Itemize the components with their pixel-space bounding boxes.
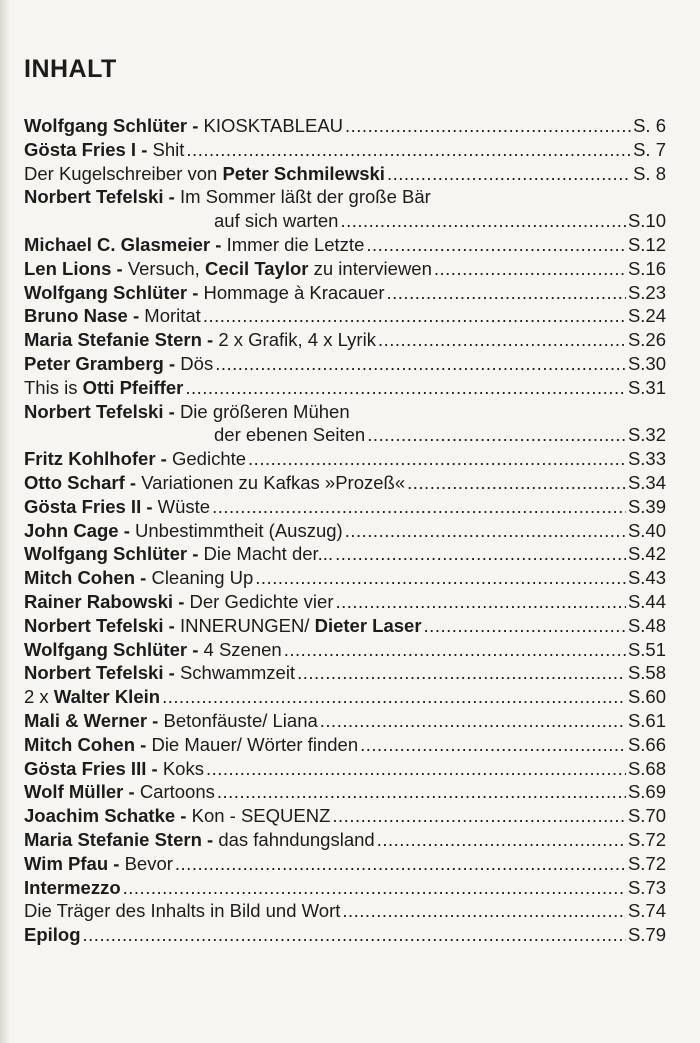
dot-leader bbox=[340, 209, 626, 233]
toc-entry-bold-text: - bbox=[141, 495, 158, 517]
toc-entry-bold-text: Wolfgang Schlüter bbox=[24, 638, 188, 660]
toc-entry-bold-text: Wolfgang Schlüter bbox=[24, 281, 188, 303]
toc-entry-bold-text: Dieter Laser bbox=[314, 614, 422, 636]
toc-entry bbox=[24, 185, 666, 233]
toc-entry-bold-text: Norbert Tefelski bbox=[24, 614, 164, 636]
toc-entry-bold-text: Fritz Kohlhofer bbox=[24, 448, 156, 470]
toc-entry bbox=[24, 233, 666, 257]
toc-entry bbox=[24, 733, 666, 757]
dot-leader bbox=[123, 876, 626, 900]
page-number: S.44 bbox=[627, 590, 666, 612]
page-number: S.31 bbox=[627, 376, 666, 398]
toc-entry-bold-text: Wolfgang Schlüter bbox=[24, 115, 188, 136]
toc-entry-text: Cleaning Up bbox=[151, 567, 254, 589]
toc-entry-title bbox=[24, 638, 282, 662]
toc-entry-bold-text: Otto Scharf bbox=[24, 471, 125, 493]
toc-entry-title bbox=[24, 376, 183, 400]
toc-entry-text: Gedichte bbox=[172, 448, 247, 470]
toc-entry-title bbox=[24, 876, 121, 900]
toc-entry-bold-text: Len Lions bbox=[24, 257, 112, 279]
toc-entry-text: INNERUNGEN/ bbox=[179, 614, 315, 636]
toc-entry bbox=[24, 638, 666, 662]
toc-entry-bold-text: Peter Schmilewski bbox=[222, 162, 385, 184]
toc-entry-title bbox=[24, 519, 343, 543]
toc-entry-text: Bevor bbox=[124, 852, 173, 874]
toc-entry bbox=[24, 447, 666, 471]
dot-leader bbox=[434, 257, 626, 281]
dot-leader bbox=[377, 828, 626, 852]
toc-entry-text: Die Mauer/ Wörter finden bbox=[151, 733, 359, 755]
toc-entry-bold-text: Intermezzo bbox=[24, 876, 121, 898]
toc-entry bbox=[24, 400, 666, 448]
toc-entry-title bbox=[24, 899, 340, 923]
dot-leader bbox=[335, 542, 626, 566]
toc-entry-title bbox=[24, 828, 375, 852]
page-number: S.61 bbox=[627, 709, 666, 731]
toc-entry-bold-text: Maria Stefanie Stern bbox=[24, 329, 202, 351]
dot-leader bbox=[255, 566, 626, 590]
dot-leader bbox=[345, 519, 626, 543]
page-number: S.33 bbox=[627, 448, 666, 470]
toc-entry-bold-text: Otti Pfeiffer bbox=[82, 376, 184, 398]
toc-entry bbox=[24, 376, 666, 400]
toc-entry-text: Im Sommer läßt der große Bär bbox=[179, 186, 431, 208]
page-number: S. 6 bbox=[633, 115, 666, 136]
page-number: S.79 bbox=[627, 924, 666, 946]
toc-entry-bold-text: Mali & Werner bbox=[24, 709, 148, 731]
page-number: S.10 bbox=[627, 210, 666, 232]
page-number: S.16 bbox=[627, 257, 666, 279]
toc-entry-text: Kon - SEQUENZ bbox=[191, 805, 331, 827]
toc-entry bbox=[24, 852, 666, 876]
toc-entry-bold-text: - bbox=[210, 233, 227, 255]
dot-leader bbox=[345, 114, 631, 138]
toc-entry bbox=[24, 304, 666, 328]
toc-entry-text: Shit bbox=[152, 138, 185, 160]
toc-entry-first-line bbox=[24, 400, 666, 424]
toc-entry-bold-text: John Cage bbox=[24, 519, 119, 541]
toc-entry bbox=[24, 162, 666, 186]
page-number: S.51 bbox=[627, 638, 666, 660]
toc-entry-bold-text: Norbert Tefelski bbox=[24, 400, 164, 422]
toc-entry bbox=[24, 542, 666, 566]
toc-entry-bold-text: - bbox=[135, 567, 152, 589]
toc-entry-title bbox=[24, 923, 81, 947]
toc-entry-second-line bbox=[24, 423, 666, 447]
toc-entry-second-line bbox=[24, 209, 666, 233]
dot-leader bbox=[203, 304, 626, 328]
toc-entry bbox=[24, 828, 666, 852]
toc-entry-bold-text: Norbert Tefelski bbox=[24, 186, 164, 208]
toc-entry bbox=[24, 138, 666, 162]
toc-entry-bold-text: Epilog bbox=[24, 924, 81, 946]
toc-entry-text: KIOSKTABLEAU bbox=[203, 115, 344, 136]
toc-entry-bold-text: Mitch Cohen bbox=[24, 733, 135, 755]
toc-entry-bold-text: Wim Pfau bbox=[24, 852, 109, 874]
table-of-contents-page bbox=[24, 52, 666, 947]
toc-entry-bold-text: Norbert Tefelski bbox=[24, 662, 164, 684]
toc-entry-bold-text: Gösta Fries II bbox=[24, 495, 142, 517]
toc-entry-title bbox=[24, 352, 213, 376]
page-number: S.74 bbox=[627, 900, 666, 922]
dot-leader bbox=[175, 852, 626, 876]
toc-entry-bold-text: Bruno Nase bbox=[24, 305, 128, 327]
toc-entry bbox=[24, 352, 666, 376]
toc-entry-text: Die Macht der... bbox=[203, 543, 334, 565]
toc-entry-title bbox=[24, 162, 385, 186]
toc-entry bbox=[24, 590, 666, 614]
toc-entry-text: zu interviewen bbox=[308, 257, 432, 279]
toc-entry-bold-text: - bbox=[187, 638, 204, 660]
toc-entry-text: der ebenen Seiten bbox=[214, 424, 366, 446]
toc-entry-title bbox=[24, 233, 364, 257]
toc-entry-text: Unbestimmtheit (Auszug) bbox=[135, 519, 343, 541]
toc-entry-bold-text: Michael C. Glasmeier bbox=[24, 233, 211, 255]
toc-entry-bold-text: - bbox=[187, 115, 204, 136]
toc-entry-text: 4 Szenen bbox=[203, 638, 282, 660]
toc-entry-title bbox=[24, 542, 333, 566]
dot-leader bbox=[186, 138, 631, 162]
toc-entry-title bbox=[24, 495, 210, 519]
toc-entry-bold-text: - bbox=[175, 805, 192, 827]
toc-entry-bold-text: Peter Gramberg bbox=[24, 352, 164, 374]
toc-entry-bold-text: - bbox=[111, 257, 128, 279]
dot-leader bbox=[332, 804, 626, 828]
toc-entry-title bbox=[24, 685, 160, 709]
toc-entry bbox=[24, 281, 666, 305]
toc-entry-title bbox=[24, 328, 376, 352]
dot-leader bbox=[387, 162, 631, 186]
page-number: S.24 bbox=[627, 305, 666, 327]
toc-entry-bold-text: - bbox=[135, 733, 152, 755]
toc-entry bbox=[24, 114, 666, 138]
toc-entry bbox=[24, 899, 666, 923]
page-number: S. 8 bbox=[633, 162, 666, 184]
page-number: S.48 bbox=[627, 614, 666, 636]
toc-entry-text: Variationen zu Kafkas »Prozeß« bbox=[141, 471, 406, 493]
toc-entry-text: Dös bbox=[180, 352, 214, 374]
toc-entry-title bbox=[24, 304, 201, 328]
toc-entry-text: Cartoons bbox=[139, 781, 215, 803]
toc-entry-bold-text: Mitch Cohen bbox=[24, 567, 135, 589]
toc-entry bbox=[24, 685, 666, 709]
toc-entry bbox=[24, 780, 666, 804]
toc-entry-text: Schwammzeit bbox=[179, 662, 296, 684]
toc-entry bbox=[24, 257, 666, 281]
toc-entry-title bbox=[24, 757, 204, 781]
page-edge-shadow bbox=[0, 0, 10, 1043]
toc-entry-text: Hommage à Kracauer bbox=[203, 281, 385, 303]
toc-entry-bold-text: - bbox=[124, 471, 142, 493]
toc-entry-text: Versuch, bbox=[127, 257, 205, 279]
toc-entry-bold-text: Joachim Schatke bbox=[24, 805, 176, 827]
dot-leader bbox=[162, 685, 626, 709]
page-number: S.72 bbox=[627, 828, 666, 850]
page-number: S.40 bbox=[627, 519, 666, 541]
toc-entry-bold-text: Gösta Fries I bbox=[24, 138, 137, 160]
toc-entry-bold-text: - bbox=[118, 519, 136, 541]
toc-entry bbox=[24, 519, 666, 543]
toc-entry-bold-text: Cecil Taylor bbox=[204, 257, 309, 279]
dot-leader bbox=[83, 923, 626, 947]
toc-entry-title bbox=[24, 780, 215, 804]
toc-entry-title bbox=[24, 804, 330, 828]
toc-entry bbox=[24, 876, 666, 900]
dot-leader bbox=[185, 376, 626, 400]
toc-entry-text: Der Gedichte vier bbox=[189, 590, 334, 612]
page-number: S.66 bbox=[627, 733, 666, 755]
toc-entry-text: auf sich warten bbox=[214, 210, 339, 232]
page-number: S.60 bbox=[627, 686, 666, 708]
toc-entry-title bbox=[24, 138, 184, 162]
dot-leader bbox=[217, 780, 626, 804]
toc-entry-title bbox=[24, 566, 253, 590]
toc-entry-first-line bbox=[24, 185, 666, 209]
toc-entry-text: Betonfäuste/ Liana bbox=[163, 709, 318, 731]
toc-entry-text: This is bbox=[24, 376, 83, 398]
dot-leader bbox=[248, 447, 626, 471]
page-number: S.68 bbox=[627, 757, 666, 779]
dot-leader bbox=[342, 899, 626, 923]
dot-leader bbox=[206, 757, 626, 781]
toc-entry-text: Der Kugelschreiber von bbox=[24, 162, 223, 184]
toc-entry-bold-text: Wolf Müller bbox=[24, 781, 124, 803]
toc-entry-title bbox=[24, 447, 246, 471]
toc-entry-bold-text: - bbox=[187, 543, 204, 565]
toc-entry-bold-text: - bbox=[163, 186, 180, 208]
toc-entry bbox=[24, 566, 666, 590]
toc-entry-text: Wüste bbox=[157, 495, 211, 517]
toc-entry bbox=[24, 804, 666, 828]
toc-entry-title bbox=[24, 661, 295, 685]
page-title: INHALT bbox=[24, 55, 117, 83]
toc-list bbox=[24, 114, 666, 947]
page-number: S.58 bbox=[627, 662, 666, 684]
dot-leader bbox=[366, 233, 626, 257]
dot-leader bbox=[212, 495, 626, 519]
page-number: S.34 bbox=[627, 471, 666, 493]
toc-entry-title bbox=[24, 614, 422, 638]
toc-entry-bold-text: - bbox=[187, 281, 204, 303]
toc-entry-title bbox=[24, 257, 432, 281]
toc-entry-title bbox=[24, 709, 318, 733]
page-number: S.43 bbox=[627, 567, 666, 589]
toc-entry-bold-text: - bbox=[146, 757, 163, 779]
page-number: S.30 bbox=[627, 352, 666, 374]
toc-entry-text: Die Träger des Inhalts in Bild und Wort bbox=[24, 900, 341, 922]
page-number: S.32 bbox=[627, 424, 666, 446]
page-number: S.12 bbox=[627, 233, 666, 255]
toc-entry bbox=[24, 709, 666, 733]
toc-entry-title bbox=[24, 733, 358, 757]
toc-entry-title bbox=[24, 852, 173, 876]
page-number: S. 7 bbox=[633, 138, 666, 160]
dot-leader bbox=[215, 352, 626, 376]
toc-entry-text: Immer die Letzte bbox=[226, 233, 365, 255]
dot-leader bbox=[387, 281, 626, 305]
toc-entry-bold-text: - bbox=[163, 400, 180, 422]
toc-entry-text: Moritat bbox=[144, 305, 201, 327]
toc-entry-bold-text: - bbox=[108, 852, 125, 874]
toc-entry-text: 2 x bbox=[24, 686, 54, 708]
page-number: S.72 bbox=[627, 852, 666, 874]
toc-entry-bold-text: - bbox=[173, 590, 190, 612]
page-number: S.39 bbox=[627, 495, 666, 517]
toc-entry-bold-text: Gösta Fries III bbox=[24, 757, 147, 779]
dot-leader bbox=[424, 614, 626, 638]
toc-entry-bold-text: - bbox=[155, 448, 172, 470]
page-number: S.70 bbox=[627, 805, 666, 827]
dot-leader bbox=[320, 709, 626, 733]
dot-leader bbox=[360, 733, 626, 757]
page-number: S.73 bbox=[627, 876, 666, 898]
toc-entry-bold-text: - bbox=[163, 614, 180, 636]
toc-entry-bold-text: - bbox=[163, 352, 181, 374]
toc-entry-text: Die größeren Mühen bbox=[179, 400, 350, 422]
toc-entry bbox=[24, 471, 666, 495]
dot-leader bbox=[378, 328, 626, 352]
dot-leader bbox=[284, 638, 626, 662]
page-number: S.69 bbox=[627, 781, 666, 803]
toc-entry-text: Koks bbox=[162, 757, 204, 779]
toc-entry-bold-text: Maria Stefanie Stern bbox=[24, 828, 202, 850]
toc-entry bbox=[24, 757, 666, 781]
dot-leader bbox=[335, 590, 625, 614]
toc-entry bbox=[24, 495, 666, 519]
toc-entry bbox=[24, 328, 666, 352]
dot-leader bbox=[297, 661, 626, 685]
toc-entry-bold-text: Walter Klein bbox=[53, 686, 161, 708]
toc-entry-title bbox=[24, 590, 333, 614]
toc-entry-bold-text: - bbox=[147, 709, 164, 731]
toc-entry-text: 2 x Grafik, 4 x Lyrik bbox=[218, 329, 376, 351]
toc-entry-bold-text: - bbox=[123, 781, 140, 803]
toc-entry bbox=[24, 614, 666, 638]
toc-entry-title bbox=[24, 471, 405, 495]
toc-entry-bold-text: Wolfgang Schlüter bbox=[24, 543, 188, 565]
toc-entry bbox=[24, 923, 666, 947]
toc-entry-bold-text: - bbox=[201, 828, 219, 850]
toc-entry-bold-text: Rainer Rabowski bbox=[24, 590, 174, 612]
page-number: S.26 bbox=[627, 329, 666, 351]
toc-entry-title bbox=[24, 114, 343, 138]
dot-leader bbox=[407, 471, 626, 495]
toc-entry-bold-text: - bbox=[163, 662, 180, 684]
toc-entry bbox=[24, 661, 666, 685]
toc-entry-bold-text: - bbox=[201, 329, 219, 351]
toc-entry-text: das fahndungsland bbox=[218, 828, 375, 850]
dot-leader bbox=[367, 423, 626, 447]
toc-entry-bold-text: - bbox=[127, 305, 145, 327]
page-number: S.23 bbox=[627, 281, 666, 303]
toc-entry-title bbox=[24, 281, 385, 305]
page-number: S.42 bbox=[627, 543, 666, 565]
toc-entry-bold-text: - bbox=[136, 138, 153, 160]
